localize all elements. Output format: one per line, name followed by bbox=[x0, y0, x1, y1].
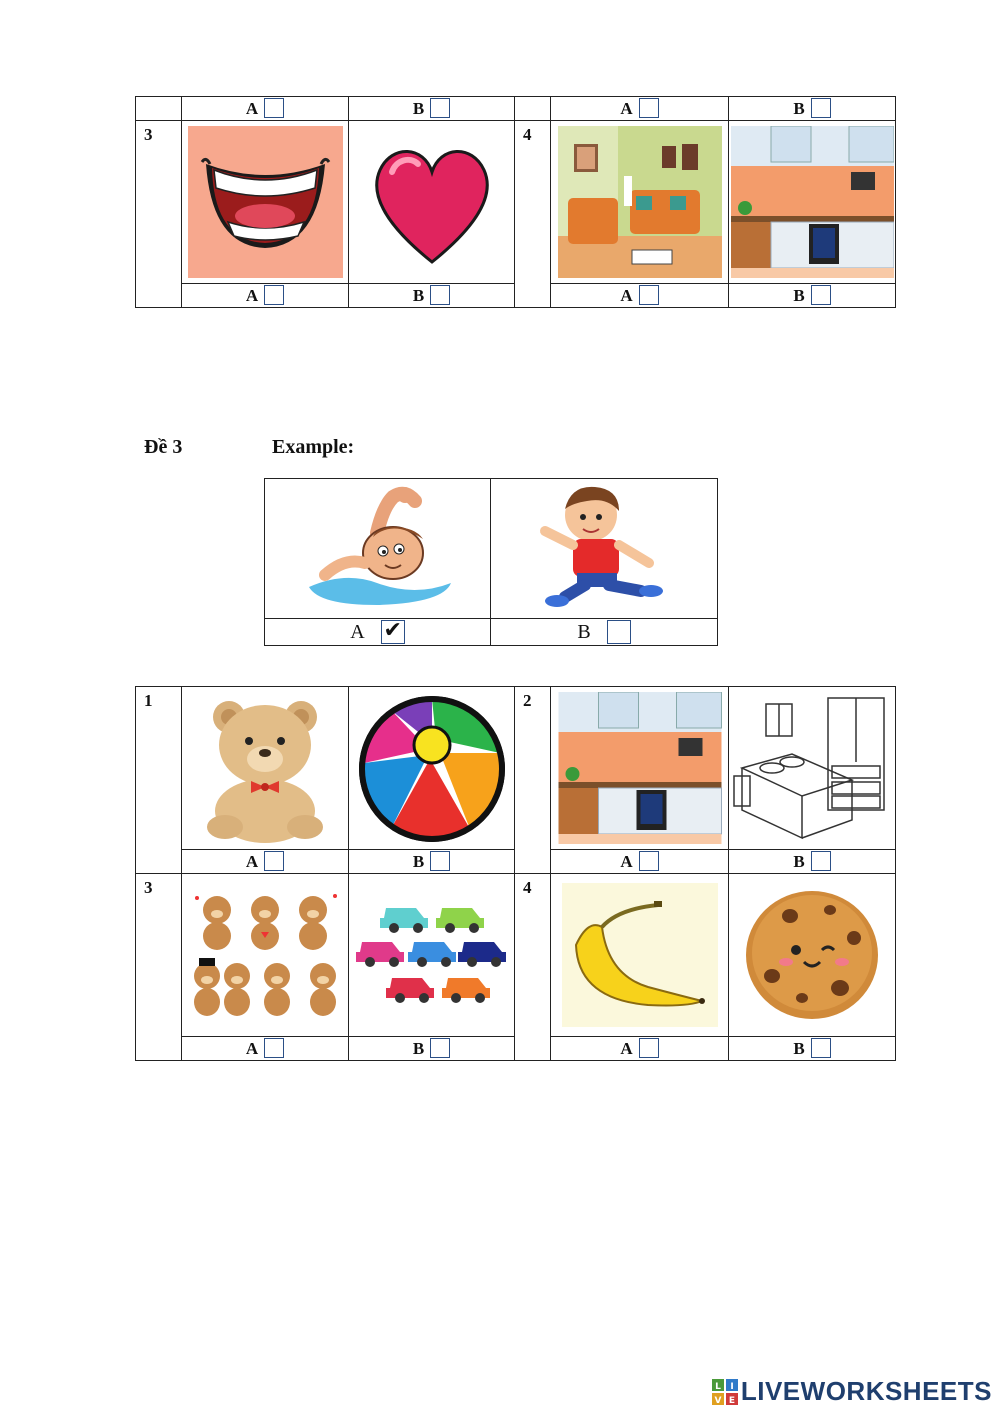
checkbox-example-b[interactable] bbox=[607, 620, 631, 644]
checkbox-q4-a[interactable] bbox=[639, 1038, 659, 1058]
liveworksheets-logo[interactable] bbox=[712, 1376, 992, 1407]
answer-row-b: B bbox=[729, 1037, 896, 1061]
option-a-picture bbox=[182, 121, 349, 284]
checkbox-q2-a[interactable] bbox=[639, 851, 659, 871]
bottom-question-table bbox=[135, 686, 896, 1061]
question-number: 1 bbox=[136, 687, 182, 874]
option-b-picture bbox=[349, 874, 515, 1037]
checkbox-q4-b[interactable] bbox=[811, 285, 831, 305]
checkbox-q3-a[interactable] bbox=[264, 1038, 284, 1058]
checkbox-q4-a[interactable] bbox=[639, 285, 659, 305]
heart-image bbox=[362, 132, 502, 272]
brand-name: LIVEWORKSHEETS bbox=[740, 1376, 992, 1406]
mouth-image bbox=[188, 126, 343, 278]
option-b-picture bbox=[349, 121, 515, 284]
svg-text:E: E bbox=[728, 1395, 735, 1405]
svg-text:L: L bbox=[714, 1381, 721, 1392]
question-number: 3 bbox=[136, 874, 182, 1061]
teddy-bears-image bbox=[185, 880, 345, 1030]
empty-cell bbox=[136, 97, 182, 121]
svg-text:I: I bbox=[730, 1381, 734, 1392]
answer-row-b: B bbox=[349, 284, 515, 308]
beach-ball-image bbox=[352, 693, 512, 843]
answer-row-b: B bbox=[729, 850, 896, 874]
top-question-table bbox=[135, 96, 896, 308]
checkbox-q3-b[interactable] bbox=[430, 1038, 450, 1058]
test-title: Đề 3 bbox=[144, 436, 183, 458]
kitchen-image bbox=[558, 692, 722, 844]
checkbox-header-left-a[interactable] bbox=[264, 98, 284, 118]
header-label-b: B bbox=[349, 97, 515, 121]
example-answer-a: A ✔ bbox=[265, 619, 491, 646]
option-a-picture bbox=[182, 687, 349, 850]
option-a-picture bbox=[551, 687, 729, 850]
cookie-image bbox=[732, 880, 892, 1030]
header-label-a: A bbox=[182, 97, 349, 121]
answer-row-a: A bbox=[551, 1037, 729, 1061]
checkbox-q4-b[interactable] bbox=[811, 1038, 831, 1058]
option-b-picture bbox=[729, 874, 896, 1037]
running-boy-image bbox=[491, 479, 715, 613]
kitchen-image bbox=[731, 126, 894, 278]
checkbox-header-left-b[interactable] bbox=[430, 98, 450, 118]
checkbox-q2-b[interactable] bbox=[811, 851, 831, 871]
swimming-boy-image bbox=[265, 479, 489, 613]
empty-cell bbox=[515, 97, 551, 121]
answer-row-b: B bbox=[349, 1037, 515, 1061]
question-number: 4 bbox=[515, 874, 551, 1061]
answer-row-a: A bbox=[551, 850, 729, 874]
question-number: 4 bbox=[515, 121, 551, 308]
answer-row-a: A bbox=[182, 850, 349, 874]
check-mark-icon: ✔ bbox=[383, 617, 402, 643]
checkbox-q1-a[interactable] bbox=[264, 851, 284, 871]
option-b-picture bbox=[729, 121, 896, 284]
question-number: 3 bbox=[136, 121, 182, 308]
answer-row-b: B bbox=[729, 284, 896, 308]
answer-row-a: A bbox=[551, 284, 729, 308]
toy-cars-image bbox=[352, 880, 512, 1030]
teddy-bear-image bbox=[185, 693, 345, 843]
header-label-b: B bbox=[729, 97, 896, 121]
answer-row-a: A bbox=[182, 1037, 349, 1061]
checkbox-header-right-b[interactable] bbox=[811, 98, 831, 118]
checkbox-example-a[interactable] bbox=[381, 617, 405, 644]
option-a-picture bbox=[551, 874, 729, 1037]
option-a-picture bbox=[551, 121, 729, 284]
bedroom-image bbox=[732, 692, 892, 844]
svg-text:V: V bbox=[714, 1395, 722, 1405]
option-b-picture bbox=[729, 687, 896, 850]
checkbox-q3-b[interactable] bbox=[430, 285, 450, 305]
header-label-a: A bbox=[551, 97, 729, 121]
live-grid-icon bbox=[712, 1379, 738, 1405]
checkbox-q1-b[interactable] bbox=[430, 851, 450, 871]
living-room-image bbox=[558, 126, 722, 278]
checkbox-header-right-a[interactable] bbox=[639, 98, 659, 118]
option-b-picture bbox=[349, 687, 515, 850]
example-answer-b: B bbox=[491, 619, 718, 646]
question-number: 2 bbox=[515, 687, 551, 874]
checkbox-q3-a[interactable] bbox=[264, 285, 284, 305]
answer-row-b: B bbox=[349, 850, 515, 874]
example-option-b-picture bbox=[491, 479, 718, 619]
example-option-a-picture bbox=[265, 479, 491, 619]
example-label: Example: bbox=[272, 436, 355, 458]
answer-row-a: A bbox=[182, 284, 349, 308]
example-table bbox=[264, 478, 718, 646]
banana-image bbox=[558, 879, 722, 1031]
option-a-picture bbox=[182, 874, 349, 1037]
